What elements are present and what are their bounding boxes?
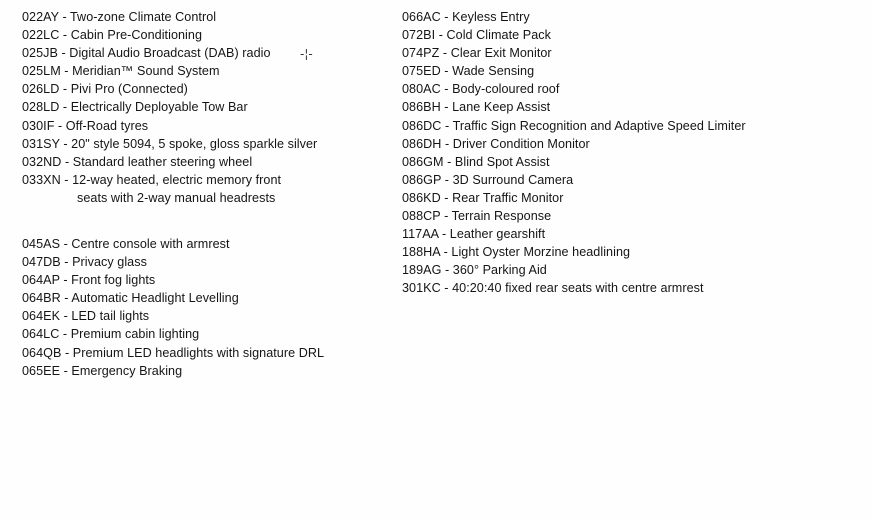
option-item: 065EE - Emergency Braking [22,363,183,378]
option-item: 047DB - Privacy glass [22,255,147,270]
option-item: 022AY - Two-zone Climate Control [22,10,217,24]
option-item: 064QB - Premium LED headlights with signature DRL [22,345,325,360]
option-item: 080AC - Body-coloured roof [402,82,560,97]
option-item: 188HA - Light Oyster Morzine headlining [402,245,631,260]
options-list-left [22,8,392,380]
option-item: 030IF - Off-Road tyres [22,118,149,133]
option-item: 086DH - Driver Condition Monitor [402,136,590,151]
option-item: 064EK - LED tail lights [22,309,150,324]
option-item: 086KD - Rear Traffic Monitor [402,190,564,205]
option-item: 074PZ - Clear Exit Monitor [402,46,552,61]
option-item: 086GP - 3D Surround Camera [402,172,574,187]
option-item: 025JB - Digital Audio Broadcast (DAB) radio [22,46,271,61]
option-item: 189AG - 360° Parking Aid [402,263,547,278]
option-item: 028LD - Electrically Deployable Tow Bar [22,100,248,115]
option-item: 031SY - 20" style 5094, 5 spoke, gloss sparkle silver [22,136,318,151]
option-item: 072BI - Cold Climate Pack [402,28,551,43]
option-item: 086GM - Blind Spot Assist [402,154,550,169]
option-item: 033XN - 12-way heated, electric memory front [22,172,282,187]
option-item: 075ED - Wade Sensing [402,64,535,79]
option-item: 025LM - Meridian™ Sound System [22,64,220,79]
scan-artifact-mark: -¦- [300,47,313,61]
option-item: 117AA - Leather gearshift [402,227,546,242]
option-item: 088CP - Terrain Response [402,209,552,224]
section-gap [22,211,392,235]
option-item: 066AC - Keyless Entry [402,10,530,24]
option-item: 026LD - Pivi Pro (Connected) [22,82,188,97]
option-item: 301KC - 40:20:40 fixed rear seats with centre armrest [402,281,704,296]
options-list-right [402,8,862,298]
option-item: 064BR - Automatic Headlight Levelling [22,291,239,306]
option-item: 022LC - Cabin Pre-Conditioning [22,28,203,43]
option-item: 086DC - Traffic Sign Recognition and Adaptive Speed Limiter [402,118,746,133]
option-item: 064AP - Front fog lights [22,273,156,288]
option-item: 064LC - Premium cabin lighting [22,327,200,342]
option-item-continuation: seats with 2-way manual headrests [77,190,276,205]
option-item: 045AS - Centre console with armrest [22,236,230,251]
option-item: 086BH - Lane Keep Assist [402,100,551,115]
option-item: 032ND - Standard leather steering wheel [22,154,253,169]
